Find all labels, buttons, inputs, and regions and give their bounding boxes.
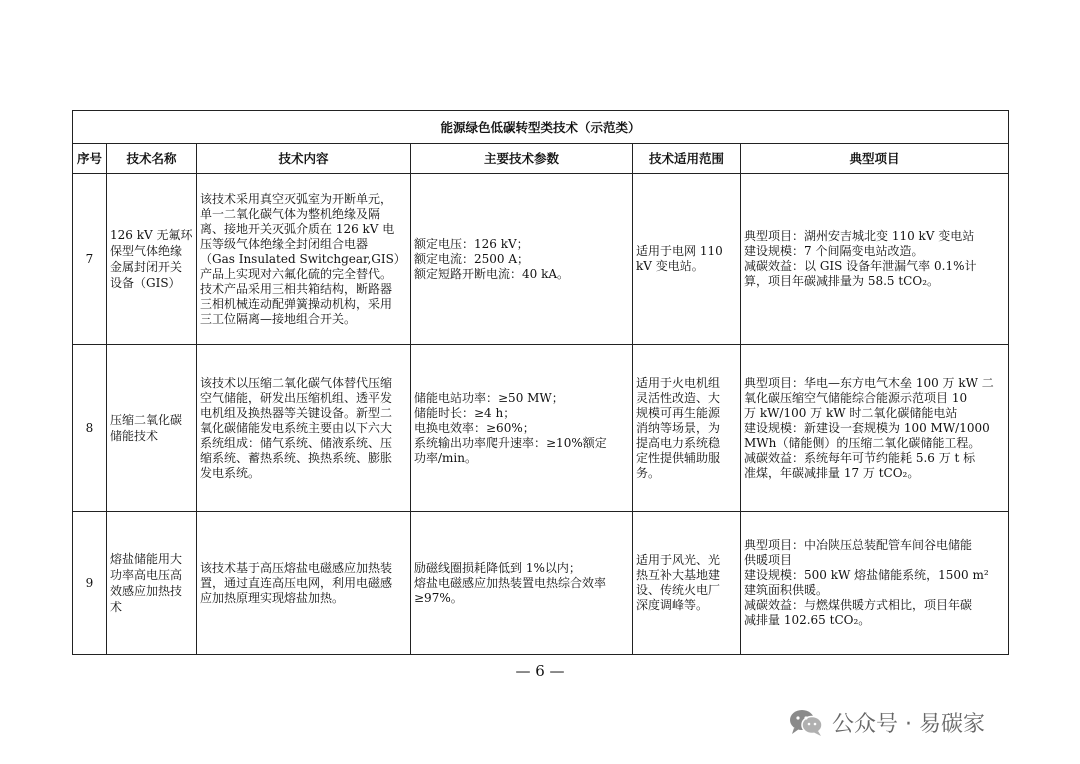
content-line: 该技术基于高压熔盐电磁感应加热装 xyxy=(200,560,393,575)
project-line: 减碳效益：以 GIS 设备年泄漏气率 0.1%计 xyxy=(744,259,977,273)
table-header-row xyxy=(73,144,1009,174)
page-number: — 6 — xyxy=(515,662,565,680)
project-line: MWh（储能侧）的压缩二氧化碳储能工程。 xyxy=(744,435,981,450)
watermark-text: 公众号 · 易碳家 xyxy=(832,711,985,737)
header-seq: 序号 xyxy=(73,144,107,174)
project-line: 典型项目：中冶陕压总装配管车间谷电储能 xyxy=(744,538,973,552)
content-line: 三工位隔离—接地组合开关。 xyxy=(200,311,357,326)
row-content xyxy=(197,345,411,512)
param-line: 熔盐电磁感应加热装置电热综合效率 xyxy=(414,575,607,590)
content-line: 压等级气体绝缘全封闭组合电器 xyxy=(200,236,369,251)
param-line: 储能电站功率：≥50 MW； xyxy=(414,390,564,405)
content-line: 系统组成：储气系统、储液系统、压 xyxy=(200,435,393,450)
tech-table xyxy=(72,110,1009,655)
scope-line: kV 变电站。 xyxy=(636,259,704,273)
param-line: ≥97%。 xyxy=(414,590,463,605)
content-line: 发电系统。 xyxy=(200,465,261,480)
row-params xyxy=(411,174,633,345)
row-params xyxy=(411,512,633,655)
content-line: 氧化碳储能发电系统主要由以下六大 xyxy=(200,420,393,435)
content-line: 空气储能，研发出压缩机组、透平发 xyxy=(200,390,393,405)
row-content xyxy=(197,174,411,345)
row-content xyxy=(197,512,411,655)
project-line: 减碳效益：系统每年可节约能耗 5.6 万 t 标 xyxy=(744,450,976,465)
row-seq: 7 xyxy=(73,174,107,345)
project-line: 供暖项目 xyxy=(744,553,793,567)
content-line: 电机组及换热器等关键设备。新型二 xyxy=(200,405,393,420)
content-line: 产品上实现对六氟化硫的完全替代。 xyxy=(200,266,393,281)
scope-line: 灵活性改造、大 xyxy=(636,390,721,405)
table-row xyxy=(73,345,1009,512)
watermark xyxy=(788,702,985,742)
row-params xyxy=(411,345,633,512)
project-line: 氧化碳压缩空气储能综合能源示范项目 10 xyxy=(744,390,968,405)
header-project: 典型项目 xyxy=(741,144,1009,174)
scope-line: 适用于电网 110 xyxy=(636,244,723,258)
scope-line: 热互补大基地建 xyxy=(636,568,721,582)
table-row xyxy=(73,174,1009,345)
content-line: （Gas Insulated Switchgear,GIS） xyxy=(200,251,406,266)
scope-line: 适用于火电机组 xyxy=(636,375,721,390)
param-line: 励磁线圈损耗降低到 1%以内； xyxy=(414,560,581,575)
project-line: 建设规模：500 kW 熔盐储能系统，1500 m² xyxy=(744,568,989,582)
param-line: 储能时长：≥4 h； xyxy=(414,405,516,420)
scope-line: 深度调峰等。 xyxy=(636,598,709,612)
content-line: 离、接地开关灭弧介质在 126 kV 电 xyxy=(200,221,395,236)
project-line: 建设规模：新建设一套规模为 100 MW/1000 xyxy=(744,420,990,435)
row-project xyxy=(741,512,1009,655)
project-line: 典型项目：湖州安吉城北变 110 kV 变电站 xyxy=(744,229,975,243)
project-line: 建设规模：7 个间隔变电站改造。 xyxy=(744,244,924,258)
row-scope xyxy=(633,512,741,655)
scope-line: 规模可再生能源 xyxy=(636,405,721,420)
content-line: 缩系统、蓄热系统、换热系统、膨胀 xyxy=(200,450,393,465)
param-line: 额定电流：2500 A； xyxy=(414,251,530,266)
project-line: 算，项目年碳减排量为 58.5 tCO₂。 xyxy=(744,274,940,288)
project-line: 减排量 102.65 tCO₂。 xyxy=(744,613,871,627)
header-content: 技术内容 xyxy=(197,144,411,174)
row-name: 压缩二氧化碳储能技术 xyxy=(107,345,197,512)
row-project xyxy=(741,174,1009,345)
project-line: 减碳效益：与燃煤供暖方式相比，项目年碳 xyxy=(744,598,973,612)
header-scope: 技术适用范围 xyxy=(633,144,741,174)
project-line: 准煤，年碳减排量 17 万 tCO₂。 xyxy=(744,465,920,480)
row-scope xyxy=(633,345,741,512)
content-line: 单一二氧化碳气体为整机绝缘及隔 xyxy=(200,206,381,221)
param-line: 额定短路开断电流：40 kA。 xyxy=(414,266,570,281)
table-title-row xyxy=(73,111,1009,144)
project-line: 万 kW/100 万 kW 时二氧化碳储能电站 xyxy=(744,405,958,420)
content-line: 三相机械连动配弹簧操动机构，采用 xyxy=(200,296,393,311)
scope-line: 适用于风光、光 xyxy=(636,553,721,567)
content-line: 应加热原理实现熔盐加热。 xyxy=(200,590,345,605)
scope-line: 提高电力系统稳 xyxy=(636,435,721,450)
scope-line: 务。 xyxy=(636,465,661,480)
row-seq: 9 xyxy=(73,512,107,655)
header-params: 主要技术参数 xyxy=(411,144,633,174)
content-line: 该技术采用真空灭弧室为开断单元， xyxy=(200,191,393,206)
header-name: 技术名称 xyxy=(107,144,197,174)
row-name: 126 kV 无氟环保型气体绝缘金属封闭开关设备（GIS） xyxy=(107,174,197,345)
content-line: 置，通过直连高压电网，利用电磁感 xyxy=(200,575,393,590)
scope-line: 消纳等场景，为 xyxy=(636,420,721,435)
param-line: 额定电压：126 kV； xyxy=(414,236,529,251)
wechat-icon xyxy=(788,707,824,737)
row-seq: 8 xyxy=(73,345,107,512)
table-row xyxy=(73,512,1009,655)
row-project xyxy=(741,345,1009,512)
project-line: 建筑面积供暖。 xyxy=(744,583,829,597)
content-line: 技术产品采用三相共箱结构，断路器 xyxy=(200,281,393,296)
param-line: 系统输出功率爬升速率：≥10%额定 xyxy=(414,435,607,450)
row-name: 熔盐储能用大功率高电压高效感应加热技术 xyxy=(107,512,197,655)
table-title: 能源绿色低碳转型类技术（示范类） xyxy=(73,111,1009,144)
scope-line: 设、传统火电厂 xyxy=(636,583,721,597)
scope-line: 定性提供辅助服 xyxy=(636,450,721,465)
param-line: 电换电效率：≥60%； xyxy=(414,420,535,435)
param-line: 功率/min。 xyxy=(414,450,477,465)
row-scope xyxy=(633,174,741,345)
content-line: 该技术以压缩二氧化碳气体替代压缩 xyxy=(200,375,393,390)
project-line: 典型项目：华电—东方电气木垒 100 万 kW 二 xyxy=(744,375,994,390)
